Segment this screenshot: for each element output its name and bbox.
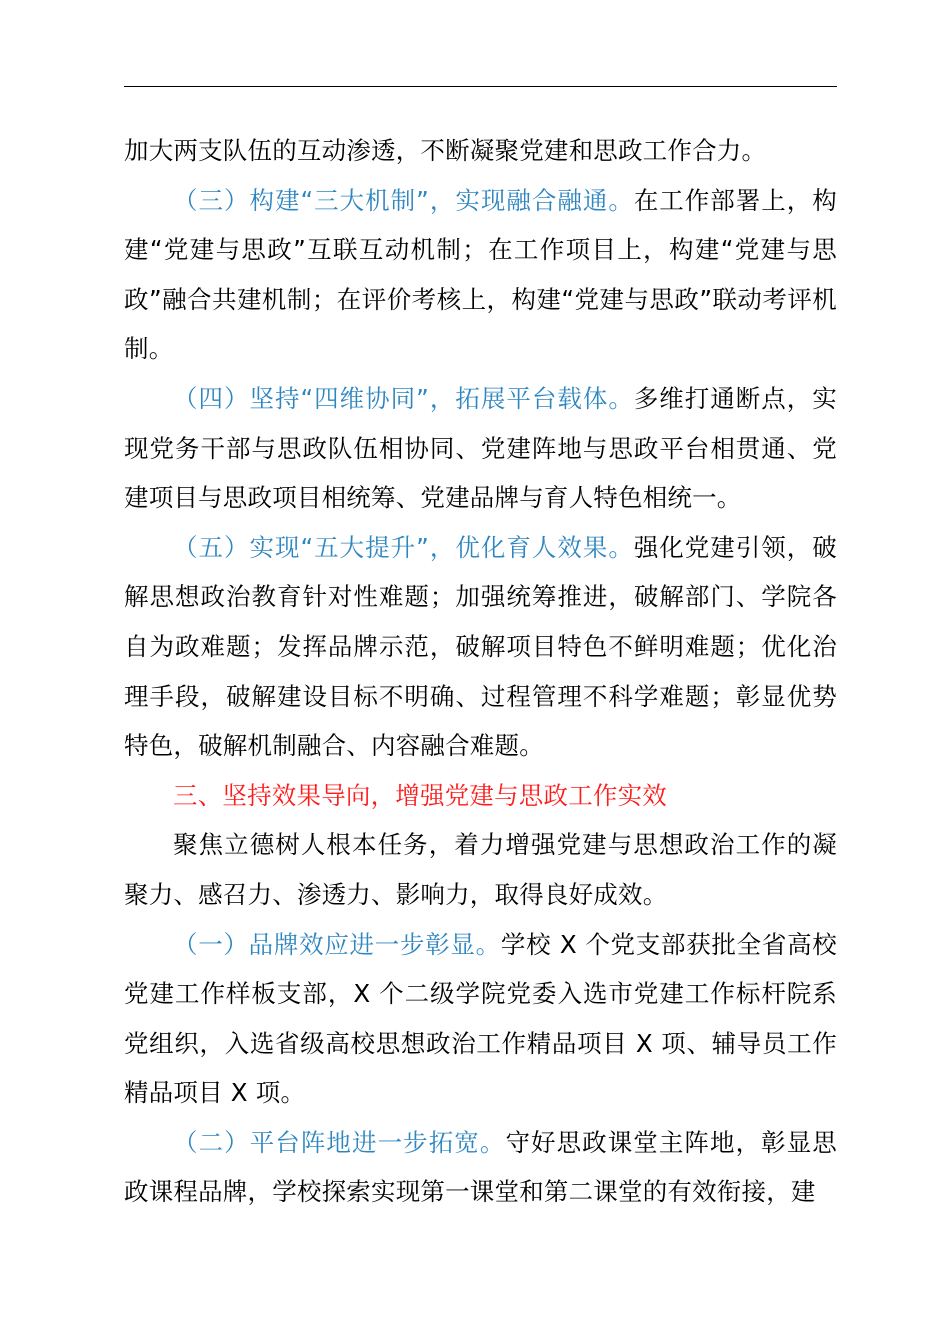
paragraph-text: 聚焦立德树人根本任务，着力增强党建与思想政治工作的凝聚力、感召力、渗透力、影响力，取得良好成效。 [124, 830, 837, 909]
subheading: （三）构建“三大机制”，实现融合融通。 [173, 185, 634, 215]
paragraph-continuation [124, 126, 837, 176]
subheading: （四）坚持“四维协同”，拓展平台载体。 [173, 383, 634, 413]
paragraph-focus [124, 820, 837, 919]
paragraph-text: 多维打通断点，实现党务干部与思政队伍相协同、党建阵地与思政平台相贯通、党建项目与思政项目相统筹、党建品牌与育人特色相统一。 [124, 383, 837, 513]
section-heading: 三、坚持效果导向，增强党建与思政工作实效 [173, 780, 667, 810]
paragraph-improvements [124, 523, 837, 771]
paragraph-text: 强化党建引领，破解思想政治教育针对性难题；加强统筹推进，破解部门、学院各自为政难题；发挥品牌示范，破解项目特色不鲜明难题；优化治理手段，破解建设目标不明确、过程管理不科学难题；彰显优势特色，破解机制融合、内容融合难题。 [124, 532, 837, 761]
subheading: （五）实现“五大提升”，优化育人效果。 [173, 532, 634, 562]
paragraph-text: 在工作部署上，构建“党建与思政”互联互动机制；在工作项目上，构建“党建与思政”融合共建机制；在评价考核上，构建“党建与思政”联动考评机制。 [124, 185, 837, 364]
paragraph-coordination [124, 374, 837, 523]
subheading: （一）品牌效应进一步彰显。 [173, 929, 501, 959]
paragraph-platform [124, 1118, 837, 1217]
paragraph-brand-effect [124, 920, 837, 1118]
header-rule [124, 86, 837, 87]
paragraph-text: 加大两支队伍的互动渗透，不断凝聚党建和思政工作合力。 [124, 136, 767, 165]
paragraph-text: 学校 X 个党支部获批全省高校党建工作样板支部，X 个二级学院党委入选市党建工作标杆院系党组织，入选省级高校思想政治工作精品项目 X 项、辅导员工作精品项目 X 项。 [124, 929, 837, 1108]
paragraph-text: 守好思政课堂主阵地，彰显思政课程品牌，学校探索实现第一课堂和第二课堂的有效衔接，建 [124, 1127, 837, 1207]
document-body [124, 126, 837, 1217]
subheading: （二）平台阵地进一步拓宽。 [173, 1127, 506, 1157]
paragraph-mechanisms [124, 176, 837, 374]
